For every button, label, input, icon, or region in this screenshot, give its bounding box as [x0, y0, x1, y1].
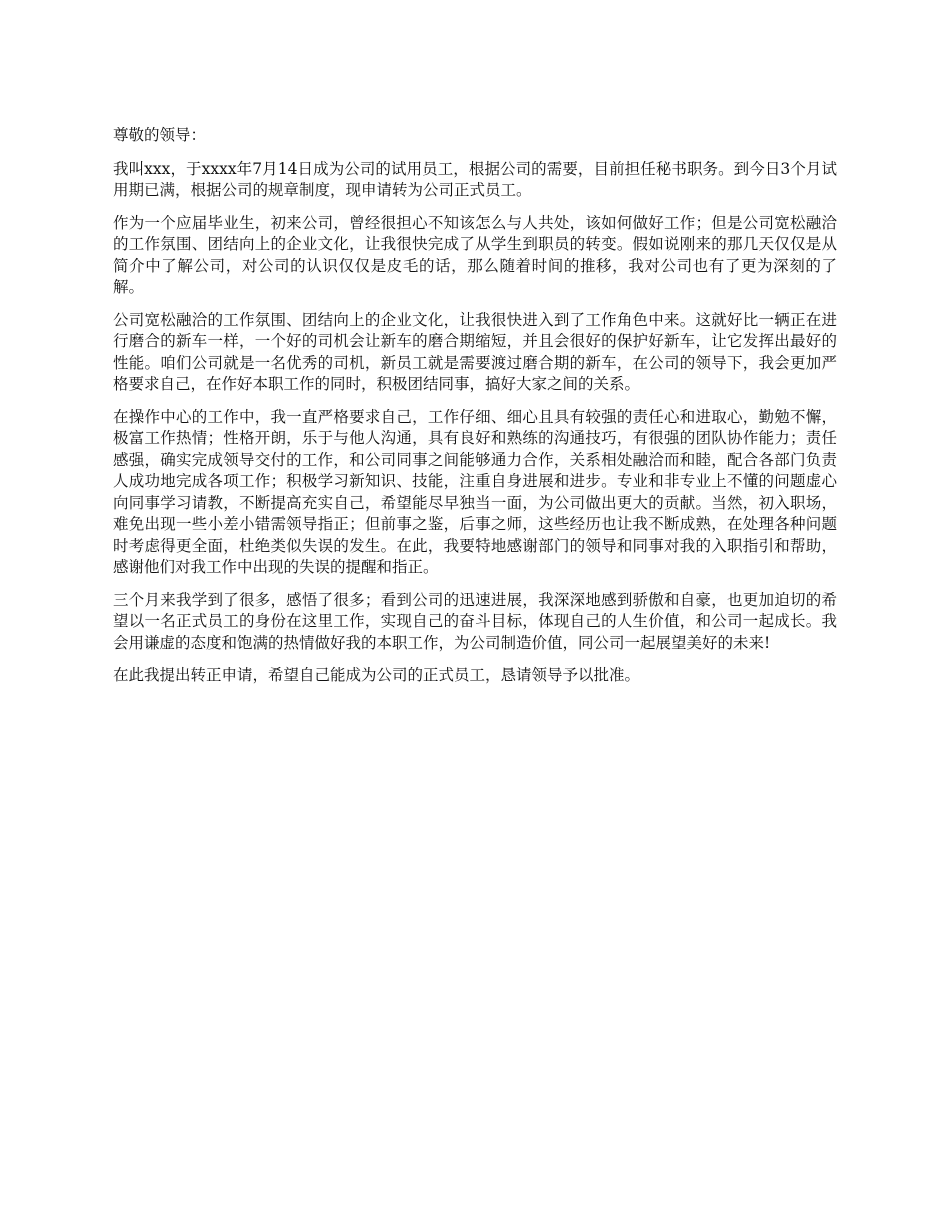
paragraph-intro: 我叫xxx，于xxxx年7月14日成为公司的试用员工，根据公司的需要，目前担任秘书职务。到今日3个月试用期已满，根据公司的规章制度，现申请转为公司正式员工。	[113, 159, 837, 199]
paragraph-work-performance: 在操作中心的工作中，我一直严格要求自己，工作仔细、细心且具有较强的责任心和进取心，勤勉不懈，极富工作热情；性格开朗，乐于与他人沟通，具有良好和熟练的沟通技巧，有很强的团队协作能力；责任感强，确实完成领导交付的工作，和公司同事之间能够通力合作，关系相处融洽而和睦，配合各部门负责人成功地完成各项工作；积极学习新知识、技能，注重自身进展和进步。专业和非专业上不懂的问题虚心向同事学习请教，不断提高充实自己，希望能尽早独当一面，为公司做出更大的贡献。当然，初入职场，难免出现一些小差小错需领导指正；但前事之鉴，后事之师，这些经历也让我不断成熟，在处理各种问题时考虑得更全面，杜绝类似失误的发生。在此，我要特地感谢部门的领导和同事对我的入职指引和帮助，感谢他们对我工作中出现的失误的提醒和指正。	[113, 407, 837, 576]
paragraph-growth: 三个月来我学到了很多，感悟了很多；看到公司的迅速进展，我深深地感到骄傲和自豪，也更加迫切的希望以一名正式员工的身份在这里工作，实现自己的奋斗目标，体现自己的人生价值，和公司一起成长。我会用谦虚的态度和饱满的热情做好我的本职工作，为公司制造价值，同公司一起展望美好的未来!	[113, 590, 837, 652]
paragraph-adaptation: 作为一个应届毕业生，初来公司，曾经很担心不知该怎么与人共处，该如何做好工作；但是公司宽松融洽的工作氛围、团结向上的企业文化，让我很快完成了从学生到职员的转变。假如说刚来的那几天仅仅是从简介中了解公司，对公司的认识仅仅是皮毛的话，那么随着时间的推移，我对公司也有了更为深刻的了解。	[113, 213, 837, 296]
paragraph-company-culture: 公司宽松融洽的工作氛围、团结向上的企业文化，让我很快进入到了工作角色中来。这就好比一辆正在进行磨合的新车一样，一个好的司机会让新车的磨合期缩短，并且会很好的保护好新车，让它发挥出最好的性能。咱们公司就是一名优秀的司机，新员工就是需要渡过磨合期的新车，在公司的领导下，我会更加严格要求自己，在作好本职工作的同时，积极团结同事，搞好大家之间的关系。	[113, 310, 837, 393]
salutation: 尊敬的领导：	[113, 126, 207, 144]
paragraph-request: 在此我提出转正申请，希望自己能成为公司的正式员工，恳请领导予以批准。	[113, 666, 641, 684]
letter-body	[113, 125, 837, 698]
